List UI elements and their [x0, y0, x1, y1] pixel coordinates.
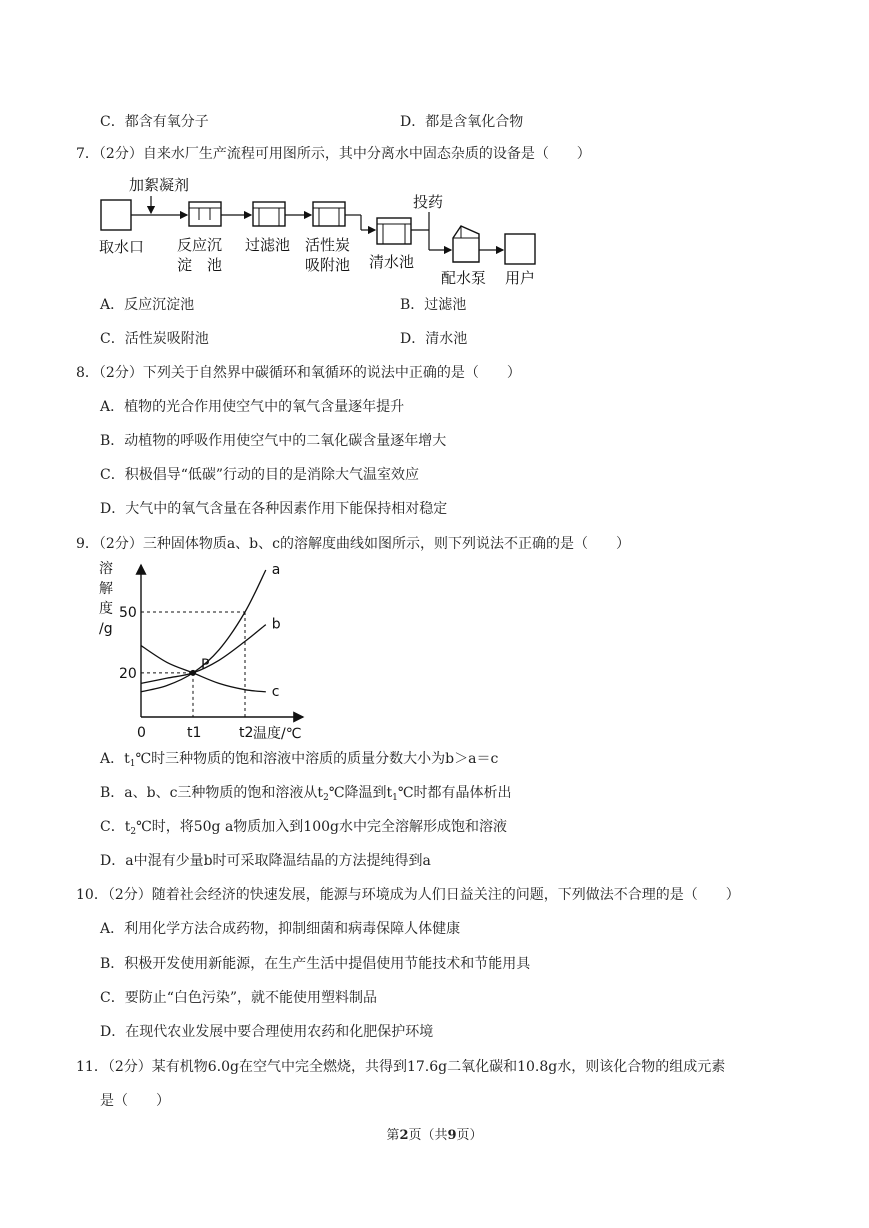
q9-option-c-sub: 2: [130, 827, 137, 837]
q10-option-c: C．要防止“白色污染”，就不能使用塑料制品: [100, 990, 378, 1006]
user-box: [505, 234, 535, 264]
footer-pre: 第: [386, 1128, 400, 1143]
point-p-label: P: [201, 656, 210, 673]
ylabel-char-1: 溶: [99, 561, 113, 577]
ylabel-char-3: 度: [99, 601, 113, 617]
xlabel: 温度/℃: [253, 726, 302, 742]
coagulant-label: 加絮凝剂: [129, 176, 190, 194]
q9-stem: 9．（2分）三种固体物质a、b、c的溶解度曲线如图所示，则下列说法不正确的是（ ）: [76, 536, 630, 552]
carbon-label-1: 活性炭: [305, 236, 351, 254]
q9-option-a-pre: A．t: [100, 751, 130, 767]
solubility-chart: [95, 555, 315, 745]
reaction-label-2: 淀 池: [177, 256, 223, 274]
ylabel-char-2: 解: [99, 581, 113, 597]
carbon-tank: [313, 202, 345, 226]
q7-stem: 7．（2分）自来水厂生产流程可用图所示，其中分离水中固态杂质的设备是（ ）: [76, 146, 591, 162]
page-footer: [0, 1124, 869, 1143]
carbon-label-2: 吸附池: [305, 256, 351, 274]
x-tick-t2: t2: [239, 725, 254, 741]
q11-stem-line2: 是（ ）: [100, 1093, 170, 1109]
intake-box: [101, 200, 131, 230]
series-label-a: a: [271, 562, 281, 578]
q9-option-b: [100, 784, 512, 804]
q11-stem-line1: 11．（2分）某有机物6.0g在空气中完全燃烧，共得到17.6g二氧化碳和10.8g水，则该化合物的组成元素: [76, 1059, 726, 1075]
point-p: [190, 670, 196, 676]
water-plant-diagram: [95, 170, 545, 290]
clear-label: 清水池: [369, 253, 415, 271]
q8-option-c: C．积极倡导“低碳”行动的目的是消除大气温室效应: [100, 467, 420, 483]
chart-guides: [141, 612, 245, 717]
filter-tank: [253, 202, 285, 226]
y-tick-20: 20: [119, 665, 137, 682]
q10-option-d: D．在现代农业发展中要合理使用农药和化肥保护环境: [100, 1024, 434, 1040]
footer-mid: 页（共: [408, 1128, 448, 1143]
q8-option-d: D．大气中的氧气含量在各种因素作用下能保持相对稳定: [100, 501, 448, 517]
q8-option-b: B．动植物的呼吸作用使空气中的二氧化碳含量逐年增大: [100, 433, 447, 449]
q9-option-c-pre: C．t: [100, 819, 131, 835]
intake-label: 取水口: [99, 238, 145, 256]
q9-option-a: [100, 750, 498, 770]
q9-option-d: D．a中混有少量b时可采取降温结晶的方法提纯得到a: [100, 853, 431, 869]
series-label-c: c: [271, 683, 280, 700]
origin-label: 0: [137, 725, 146, 741]
q9-option-c-post: ℃时，将50g a物质加入到100g水中完全溶解形成饱和溶液: [136, 819, 507, 835]
footer-total-pages: 9: [447, 1128, 457, 1143]
reaction-label-1: 反应沉: [177, 236, 223, 254]
q9-option-b-post: ℃时都有晶体析出: [397, 785, 512, 801]
q9-option-b-pre: B．a、b、c三种物质的饱和溶液从t: [100, 785, 324, 801]
user-label: 用户: [505, 269, 536, 287]
q6-option-c: C．都含有氧分子: [100, 114, 209, 130]
q9-option-c: [100, 818, 507, 838]
q10-option-b: B．积极开发使用新能源，在生产生活中提倡使用节能技术和节能用具: [100, 956, 531, 972]
filter-label: 过滤池: [245, 236, 291, 254]
pump-icon: [453, 226, 479, 262]
series-line-a: [141, 570, 266, 692]
series-line-b: [141, 625, 266, 684]
q9-option-b-mid: ℃降温到t: [328, 785, 393, 801]
ylabel-char-4: /g: [99, 621, 113, 637]
q7-option-a: A．反应沉淀池: [100, 297, 195, 313]
q10-option-a: A．利用化学方法合成药物，抑制细菌和病毒保障人体健康: [100, 921, 461, 937]
q8-option-a: A．植物的光合作用使空气中的氧气含量逐年提升: [100, 399, 405, 415]
q9-option-b-sub2: 1: [392, 793, 398, 803]
clear-water-tank: [377, 218, 411, 244]
x-tick-t1: t1: [187, 725, 202, 741]
chart-lines: [141, 570, 266, 692]
reaction-tank: [189, 202, 221, 226]
footer-page-number: 2: [399, 1128, 409, 1143]
q6-option-d: D．都是含氧化合物: [400, 114, 524, 130]
q9-option-a-post: ℃时三种物质的饱和溶液中溶质的质量分数大小为b＞a＝c: [135, 751, 499, 767]
footer-post: 页）: [456, 1128, 483, 1143]
q8-stem: 8．（2分）下列关于自然界中碳循环和氧循环的说法中正确的是（ ）: [76, 365, 521, 381]
q7-option-b: B．过滤池: [400, 297, 467, 313]
q9-option-b-sub1: 2: [323, 793, 329, 803]
q7-option-c: C．活性炭吸附池: [100, 331, 209, 347]
q7-option-d: D．清水池: [400, 331, 468, 347]
pump-label: 配水泵: [441, 269, 487, 287]
series-label-b: b: [271, 616, 281, 633]
dosing-label: 投药: [413, 193, 444, 211]
q10-stem: 10．（2分）随着社会经济的快速发展，能源与环境成为人们日益关注的问题，下列做法不合理的是（ ）: [76, 887, 740, 903]
y-tick-50: 50: [119, 605, 137, 621]
q9-option-a-sub: 1: [129, 759, 136, 769]
